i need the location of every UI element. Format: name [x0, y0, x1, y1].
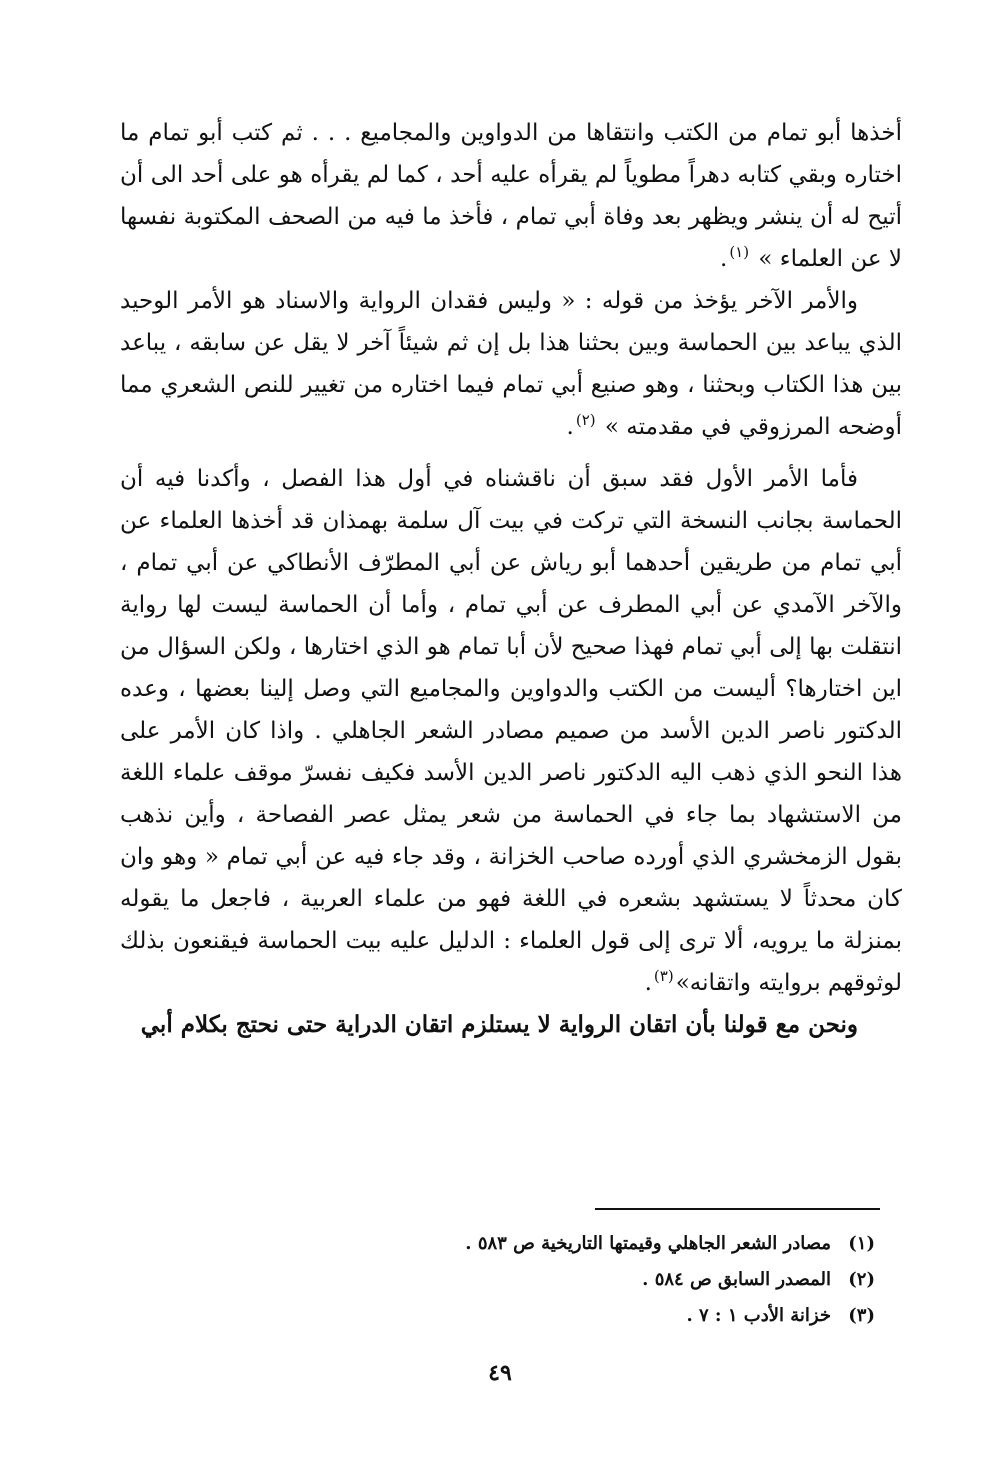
footnote-2-text: المصدر السابق ص ٥٨٤ .: [642, 1269, 831, 1290]
footnote-2: [330, 1262, 875, 1298]
paragraph-3: [120, 458, 902, 1004]
footnote-ref-1: (١): [729, 243, 750, 262]
paragraph-1-text: أخذها أبو تمام من الكتب وانتقاها من الدواوين والمجاميع . . . ثم كتب أبو تمام ما اختاره وبقي كتابه دهراً مطوياً لم يقرأه عليه أحد ، كما لم يقرأه هو على أحد الى أن أتيح له أن ينشر ويظهر بعد وفاة أبي تمام ، فأخذ ما فيه من الصحف المكتوبة نفسها لا عن العلماء »: [120, 120, 902, 272]
paragraph-2-text: والأمر الآخر يؤخذ من قوله : « وليس فقدان الرواية والاسناد هو الأمر الوحيد الذي يباعد بين الحماسة وبين بحثنا هذا بل إن ثم شيئاً آخر لا يقل عن سابقه ، يباعد بين هذا الكتاب وبحثنا ، وهو صنيع أبي تمام فيما اختاره من تغيير للنص الشعري مما أوضحه المرزوقي في مقدمته »: [120, 288, 902, 440]
footnote-separator: [595, 1208, 880, 1210]
paragraph-3-text: فأما الأمر الأول فقد سبق أن ناقشناه في أول هذا الفصل ، وأكدنا فيه أن الحماسة بجانب النسخة التي تركت في بيت آل سلمة بهمذان قد أخذها العلماء عن أبي تمام من طريقين أحدهما أبو رياش عن أبي المطرّف الأنطاكي عن أبي تمام ، والآخر الآمدي عن أبي المطرف عن أبي تمام ، وأما أن الحماسة ليست لها رواية انتقلت بها إلى أبي تمام فهذا صحيح لأن أبا تمام هو الذي اختارها ، ولكن السؤال من اين اختارها؟ أليست من الكتب والدواوين والمجاميع التي وصل إلينا بعضها ، وعده الدكتور ناصر الدين الأسد من صميم مصادر الشعر الجاهلي . واذا كان الأمر على هذا النحو الذي ذهب اليه الدكتور ناصر الدين الأسد فكيف نفسرّ موقف علماء اللغة من الاستشهاد بما جاء في الحماسة من شعر يمثل عصر الفصاحة ، وأين نذهب بقول الزمخشري الذي أورده صاحب الخزانة ، وقد جاء فيه عن أبي تمام « وهو وان كان محدثاً لا يستشهد بشعره في اللغة فهو من علماء العربية ، فاجعل ما يقوله بمنزلة ما يرويه، ألا ترى إلى قول العلماء : الدليل عليه بيت الحماسة فيقنعون بذلك لوثوقهم بروايته واتقانه»: [120, 466, 902, 996]
footnote-1-text: مصادر الشعر الجاهلي وقيمتها التاريخية ص ٥٨٣ .: [465, 1233, 831, 1254]
footnote-3: [330, 1298, 875, 1334]
footnote-2-number: (٢): [848, 1269, 875, 1290]
footnote-1-number: (١): [848, 1233, 875, 1254]
footnote-1: [330, 1226, 875, 1262]
paragraph-1-end: .: [720, 246, 728, 272]
footnotes: [330, 1226, 875, 1334]
page-number: ٤٩: [488, 1360, 512, 1386]
paragraph-3-end: .: [644, 970, 652, 996]
paragraph-4-text: ونحن مع قولنا بأن اتقان الرواية لا يستلزم اتقان الدراية حتى نحتج بكلام أبي: [140, 1011, 858, 1038]
paragraph-2-end: .: [566, 414, 574, 440]
footnote-ref-3: (٣): [653, 967, 674, 986]
footnote-3-text: خزانة الأدب ١ : ٧ .: [686, 1305, 831, 1326]
page-body: [120, 112, 902, 1046]
paragraph-1: [120, 112, 902, 280]
paragraph-2: [120, 280, 902, 448]
footnote-3-number: (٣): [848, 1305, 875, 1326]
footnote-ref-2: (٢): [575, 411, 596, 430]
paragraph-4: [120, 1004, 902, 1046]
